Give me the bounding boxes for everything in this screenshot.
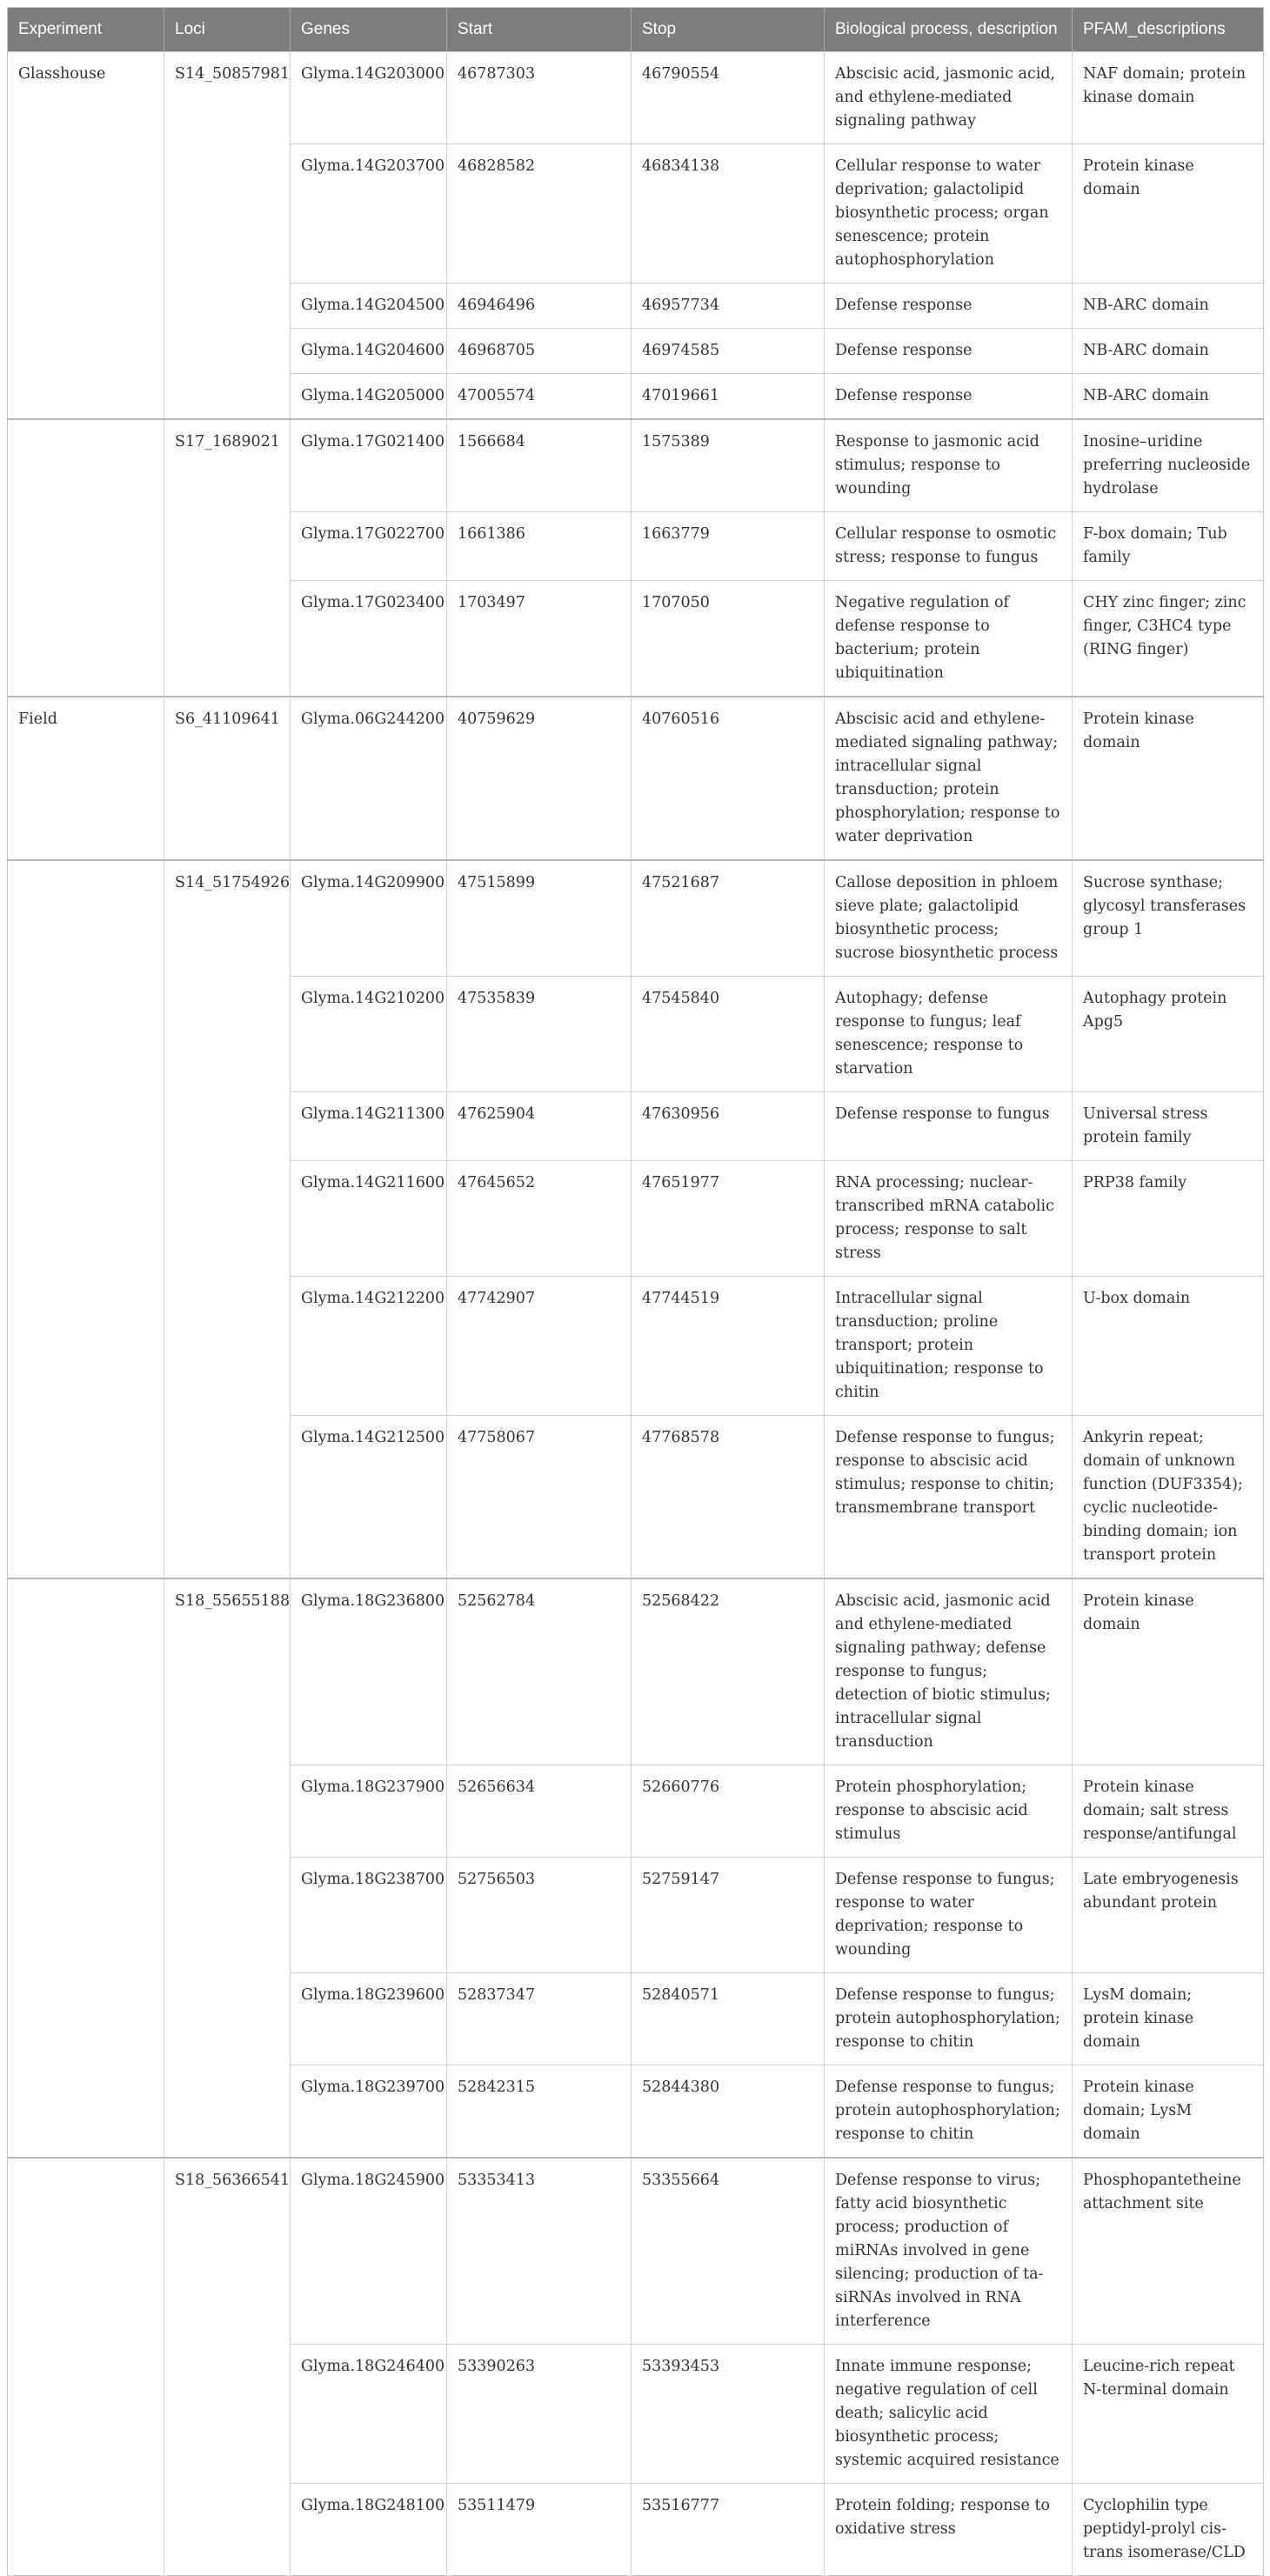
gene-cell: Glyma.17G023400 <box>291 581 447 697</box>
pfam-cell: Inosine–uridine preferring nucleoside hydrolase <box>1073 419 1264 512</box>
header-stop: Stop <box>632 8 825 52</box>
gene-cell: Glyma.14G204500 <box>291 284 447 329</box>
stop-cell: 1575389 <box>632 419 825 512</box>
stop-cell: 46974585 <box>632 329 825 374</box>
gene-cell: Glyma.14G205000 <box>291 374 447 420</box>
start-cell: 52562784 <box>447 1578 632 1765</box>
pfam-cell: LysM domain; protein kinase domain <box>1073 1973 1264 2065</box>
biological-process-cell: Negative regulation of defense response to bacterium; protein ubiquitination <box>825 581 1073 697</box>
start-cell: 47758067 <box>447 1416 632 1579</box>
pfam-cell: Phosphopantetheine attachment site <box>1073 2158 1264 2345</box>
pfam-cell: Protein kinase domain; salt stress response/antifungal <box>1073 1765 1264 1858</box>
gene-cell: Glyma.14G212500 <box>291 1416 447 1579</box>
header-experiment: Experiment <box>8 8 164 52</box>
start-cell: 1661386 <box>447 512 632 581</box>
gene-cell: Glyma.18G245900 <box>291 2158 447 2345</box>
gene-cell: Glyma.17G021400 <box>291 419 447 512</box>
gene-cell: Glyma.17G022700 <box>291 512 447 581</box>
gene-cell: Glyma.14G212200 <box>291 1277 447 1416</box>
start-cell: 40759629 <box>447 697 632 860</box>
pfam-cell: Late embryogenesis abundant protein <box>1073 1858 1264 1973</box>
gene-cell: Glyma.14G211300 <box>291 1092 447 1161</box>
biological-process-cell: Abscisic acid and ethylene-mediated signaling pathway; intracellular signal transduction; protein phosphorylation; response to water deprivation <box>825 697 1073 860</box>
pfam-cell: Protein kinase domain <box>1073 697 1264 860</box>
pfam-cell: NAF domain; protein kinase domain <box>1073 52 1264 144</box>
stop-cell: 40760516 <box>632 697 825 860</box>
start-cell: 53511479 <box>447 2484 632 2576</box>
gene-cell: Glyma.14G204600 <box>291 329 447 374</box>
start-cell: 47625904 <box>447 1092 632 1161</box>
start-cell: 46828582 <box>447 144 632 284</box>
start-cell: 53390263 <box>447 2345 632 2484</box>
pfam-cell: Protein kinase domain <box>1073 1578 1264 1765</box>
biological-process-cell: Defense response to fungus <box>825 1092 1073 1161</box>
gene-cell: Glyma.14G209900 <box>291 860 447 977</box>
experiment-cell <box>8 2158 164 2576</box>
biological-process-cell: Defense response <box>825 374 1073 420</box>
start-cell: 52842315 <box>447 2065 632 2159</box>
header-row <box>8 8 1264 52</box>
stop-cell: 53516777 <box>632 2484 825 2576</box>
gene-cell: Glyma.18G248100 <box>291 2484 447 2576</box>
table-body <box>8 52 1264 2576</box>
pfam-cell: U-box domain <box>1073 1277 1264 1416</box>
pfam-cell: Leucine-rich repeat N-terminal domain <box>1073 2345 1264 2484</box>
biological-process-cell: Cellular response to osmotic stress; response to fungus <box>825 512 1073 581</box>
stop-cell: 46790554 <box>632 52 825 144</box>
pfam-cell: Protein kinase domain <box>1073 144 1264 284</box>
pfam-cell: PRP38 family <box>1073 1161 1264 1277</box>
biological-process-cell: Defense response <box>825 284 1073 329</box>
start-cell: 52756503 <box>447 1858 632 1973</box>
start-cell: 47535839 <box>447 977 632 1092</box>
stop-cell: 47744519 <box>632 1277 825 1416</box>
table-container <box>7 7 1263 2576</box>
locus-cell: S17_1689021 <box>164 419 291 697</box>
pfam-cell: NB-ARC domain <box>1073 329 1264 374</box>
biological-process-cell: Protein folding; response to oxidative stress <box>825 2484 1073 2576</box>
pfam-cell: Autophagy protein Apg5 <box>1073 977 1264 1092</box>
biological-process-cell: Protein phosphorylation; response to abscisic acid stimulus <box>825 1765 1073 1858</box>
experiment-cell <box>8 1578 164 2158</box>
stop-cell: 1707050 <box>632 581 825 697</box>
table-row <box>8 1578 1264 1765</box>
stop-cell: 52759147 <box>632 1858 825 1973</box>
gene-cell: Glyma.18G236800 <box>291 1578 447 1765</box>
table-header <box>8 8 1264 52</box>
locus-cell: S14_51754926 <box>164 860 291 1578</box>
biological-process-cell: Cellular response to water deprivation; galactolipid biosynthetic process; organ senescence; protein autophosphorylation <box>825 144 1073 284</box>
gene-cell: Glyma.14G203700 <box>291 144 447 284</box>
locus-cell: S18_55655188 <box>164 1578 291 2158</box>
pfam-cell: NB-ARC domain <box>1073 374 1264 420</box>
header-genes: Genes <box>291 8 447 52</box>
start-cell: 46787303 <box>447 52 632 144</box>
stop-cell: 53355664 <box>632 2158 825 2345</box>
gene-cell: Glyma.18G246400 <box>291 2345 447 2484</box>
start-cell: 47515899 <box>447 860 632 977</box>
gene-cell: Glyma.18G239600 <box>291 1973 447 2065</box>
experiment-cell <box>8 419 164 697</box>
biological-process-cell: RNA processing; nuclear-transcribed mRNA catabolic process; response to salt stress <box>825 1161 1073 1277</box>
start-cell: 47645652 <box>447 1161 632 1277</box>
start-cell: 52837347 <box>447 1973 632 2065</box>
pfam-cell: Universal stress protein family <box>1073 1092 1264 1161</box>
pfam-cell: F-box domain; Tub family <box>1073 512 1264 581</box>
biological-process-cell: Innate immune response; negative regulation of cell death; salicylic acid biosynthetic process; systemic acquired resistance <box>825 2345 1073 2484</box>
stop-cell: 52660776 <box>632 1765 825 1858</box>
stop-cell: 47651977 <box>632 1161 825 1277</box>
start-cell: 47742907 <box>447 1277 632 1416</box>
biological-process-cell: Response to jasmonic acid stimulus; response to wounding <box>825 419 1073 512</box>
stop-cell: 47545840 <box>632 977 825 1092</box>
start-cell: 46946496 <box>447 284 632 329</box>
pfam-cell: Protein kinase domain; LysM domain <box>1073 2065 1264 2159</box>
stop-cell: 1663779 <box>632 512 825 581</box>
gene-table <box>7 7 1264 2576</box>
gene-cell: Glyma.14G203000 <box>291 52 447 144</box>
stop-cell: 52844380 <box>632 2065 825 2159</box>
header-pfam-descriptions: PFAM_descriptions <box>1073 8 1264 52</box>
stop-cell: 47019661 <box>632 374 825 420</box>
table-row <box>8 697 1264 860</box>
biological-process-cell: Defense response to virus; fatty acid biosynthetic process; production of miRNAs involved in gene silencing; production of ta-siRNAs involved in RNA interference <box>825 2158 1073 2345</box>
table-row <box>8 860 1264 977</box>
pfam-cell: Ankyrin repeat; domain of unknown function (DUF3354); cyclic nucleotide-binding domain; ion transport protein <box>1073 1416 1264 1579</box>
locus-cell: S6_41109641 <box>164 697 291 860</box>
stop-cell: 53393453 <box>632 2345 825 2484</box>
experiment-cell <box>8 860 164 1578</box>
biological-process-cell: Defense response to fungus; protein autophosphorylation; response to chitin <box>825 2065 1073 2159</box>
start-cell: 47005574 <box>447 374 632 420</box>
start-cell: 1703497 <box>447 581 632 697</box>
stop-cell: 52840571 <box>632 1973 825 2065</box>
header-loci: Loci <box>164 8 291 52</box>
biological-process-cell: Abscisic acid, jasmonic acid, and ethylene-mediated signaling pathway <box>825 52 1073 144</box>
gene-cell: Glyma.18G239700 <box>291 2065 447 2159</box>
stop-cell: 47768578 <box>632 1416 825 1579</box>
stop-cell: 47630956 <box>632 1092 825 1161</box>
table-row <box>8 2158 1264 2345</box>
gene-cell: Glyma.18G237900 <box>291 1765 447 1858</box>
biological-process-cell: Abscisic acid, jasmonic acid and ethylene-mediated signaling pathway; defense response to fungus; detection of biotic stimulus; intracellular signal transduction <box>825 1578 1073 1765</box>
experiment-cell: Glasshouse <box>8 52 164 420</box>
start-cell: 53353413 <box>447 2158 632 2345</box>
biological-process-cell: Defense response <box>825 329 1073 374</box>
stop-cell: 46834138 <box>632 144 825 284</box>
biological-process-cell: Defense response to fungus; response to water deprivation; response to wounding <box>825 1858 1073 1973</box>
pfam-cell: NB-ARC domain <box>1073 284 1264 329</box>
biological-process-cell: Intracellular signal transduction; proline transport; protein ubiquitination; response to chitin <box>825 1277 1073 1416</box>
table-row <box>8 419 1264 512</box>
header-biological-process: Biological process, description <box>825 8 1073 52</box>
stop-cell: 47521687 <box>632 860 825 977</box>
pfam-cell: CHY zinc finger; zinc finger, C3HC4 type (RING finger) <box>1073 581 1264 697</box>
stop-cell: 52568422 <box>632 1578 825 1765</box>
header-start: Start <box>447 8 632 52</box>
gene-cell: Glyma.18G238700 <box>291 1858 447 1973</box>
biological-process-cell: Autophagy; defense response to fungus; leaf senescence; response to starvation <box>825 977 1073 1092</box>
start-cell: 52656634 <box>447 1765 632 1858</box>
start-cell: 46968705 <box>447 329 632 374</box>
pfam-cell: Cyclophilin type peptidyl-prolyl cis-trans isomerase/CLD <box>1073 2484 1264 2576</box>
locus-cell: S18_56366541 <box>164 2158 291 2576</box>
pfam-cell: Sucrose synthase; glycosyl transferases group 1 <box>1073 860 1264 977</box>
start-cell: 1566684 <box>447 419 632 512</box>
gene-cell: Glyma.14G211600 <box>291 1161 447 1277</box>
locus-cell: S14_50857981 <box>164 52 291 420</box>
biological-process-cell: Callose deposition in phloem sieve plate; galactolipid biosynthetic process; sucrose biosynthetic process <box>825 860 1073 977</box>
gene-cell: Glyma.06G244200 <box>291 697 447 860</box>
biological-process-cell: Defense response to fungus; protein autophosphorylation; response to chitin <box>825 1973 1073 2065</box>
stop-cell: 46957734 <box>632 284 825 329</box>
table-row <box>8 52 1264 144</box>
biological-process-cell: Defense response to fungus; response to abscisic acid stimulus; response to chitin; transmembrane transport <box>825 1416 1073 1579</box>
experiment-cell: Field <box>8 697 164 860</box>
gene-cell: Glyma.14G210200 <box>291 977 447 1092</box>
